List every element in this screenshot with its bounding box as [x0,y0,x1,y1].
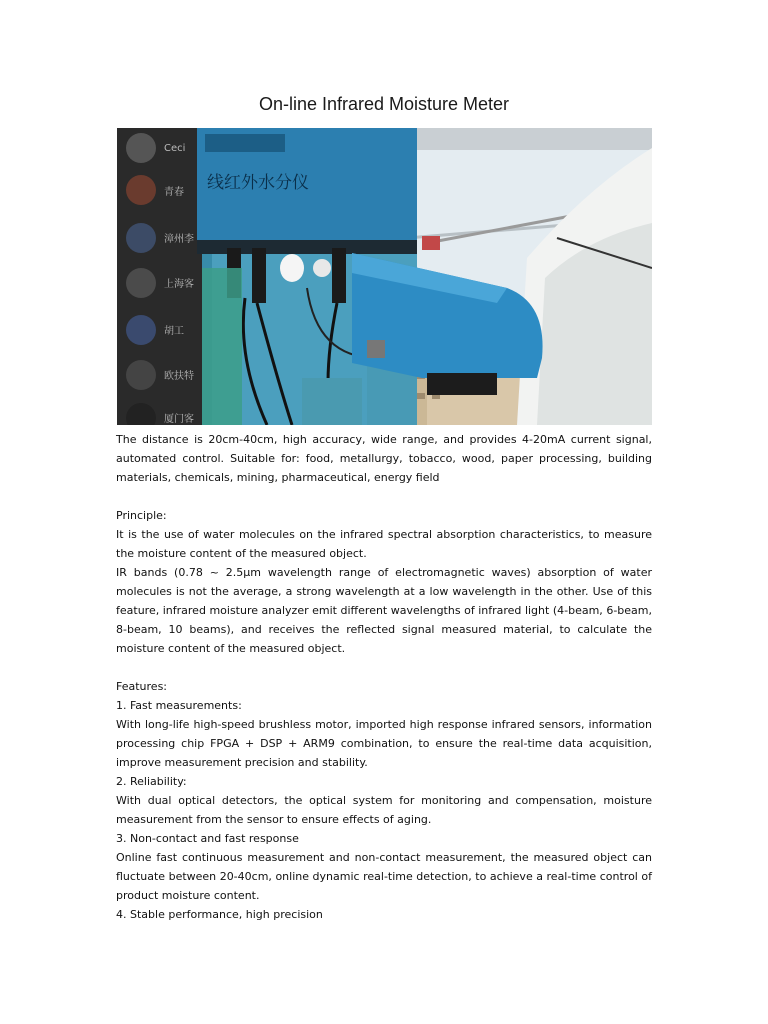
product-photo [117,128,652,425]
intro-paragraph: The distance is 20cm-40cm, high accuracy, wide range, and provides 4-20mA current signal, automated control. Suitable for: food, metallurgy, tobacco, wood, paper processing, building materials, chemicals, mining, pharmaceutical, energy field [116,433,652,484]
article-body [116,430,652,924]
feature-text: Online fast continuous measurement and non-contact measurement, the measured object can fluctuate between 20-40cm, online dynamic real-time detection, to achieve a real-time control of product moisture content. [116,851,652,902]
feature-text: With long-life high-speed brushless motor, imported high response infrared sensors, information processing chip FPGA + DSP + ARM9 combination, to ensure the real-time data acquisition, improve measurement precision and stability. [116,718,652,769]
sidebar-name: 上海客 [164,279,194,290]
feature-heading: 3. Non-contact and fast response [116,832,299,845]
sidebar-name: 漳州李 [164,234,194,245]
feature-text: With dual optical detectors, the optical system for monitoring and compensation, moisture measurement from the sensor to ensure effects of aging. [116,794,652,826]
principle-heading: Principle: [116,509,167,522]
feature-heading: 1. Fast measurements: [116,699,242,712]
feature-heading: 4. Stable performance, high precision [116,908,323,921]
sidebar-name: 青春 [164,187,184,198]
sidebar-name: 厦门客 [164,414,194,425]
device-label: 线红外水分仪 [207,173,309,193]
principle-paragraph-1: It is the use of water molecules on the infrared spectral absorption characteristics, to measure the moisture content of the measured object. [116,528,652,560]
moisture-meter-illustration [117,128,652,425]
features-heading: Features: [116,680,168,693]
sidebar-name: 胡工 [164,326,184,337]
feature-heading: 2. Reliability: [116,775,187,788]
sidebar-name: Ceci [164,143,186,154]
principle-paragraph-2: IR bands (0.78 ~ 2.5μm wavelength range of electromagnetic waves) absorption of water molecules is not the average, a strong wavelength at a low wavelength in the other. Use of this feature, infrared moisture analyzer emit different wavelengths of infrared light (4-beam, 6-beam, 8-beam, 10 beams), and receives the reflected signal measured material, to calculate the moisture content of the measured object. [116,566,652,655]
sidebar-name: 欧扶特 [164,371,194,382]
page-title: On-line Infrared Moisture Meter [258,94,510,114]
